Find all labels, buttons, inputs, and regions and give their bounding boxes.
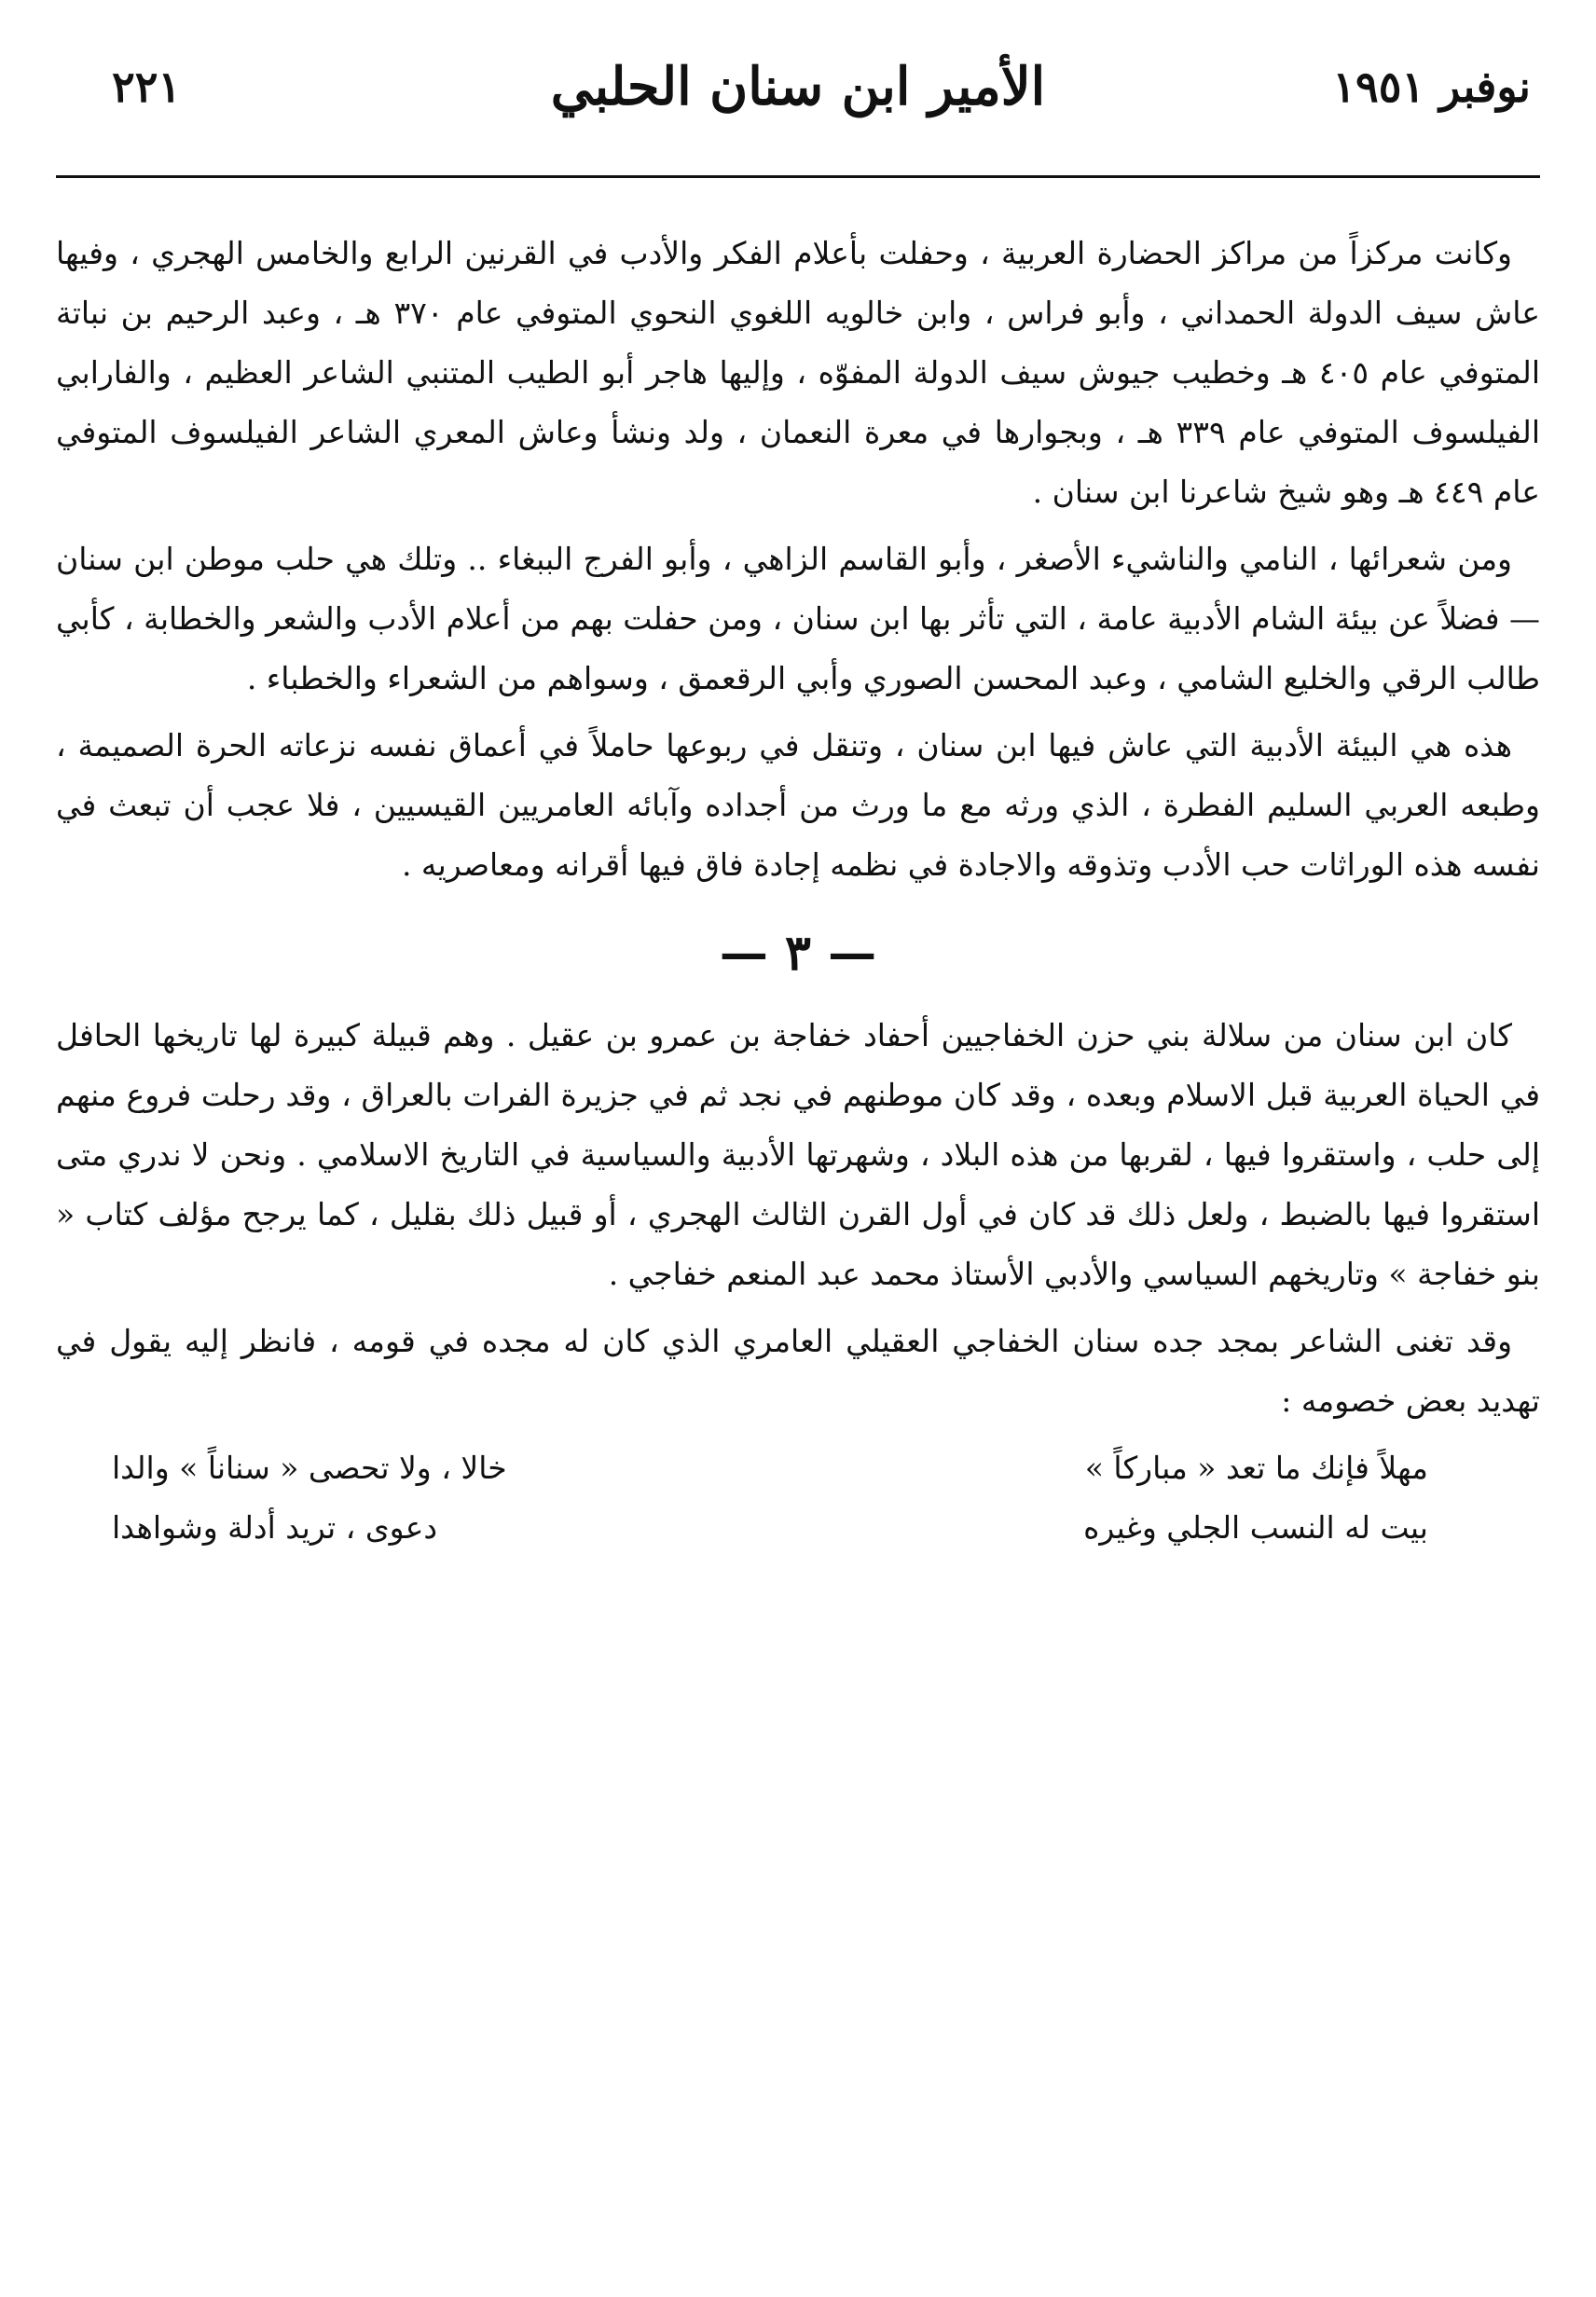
verse-second-hemistich: دعوى ، تريد أدلة وشواهدا xyxy=(112,1509,438,1546)
paragraph: كان ابن سنان من سلالة بني حزن الخفاجيين أحفاد خفاجة بن عمرو بن عقيل . وهم قبيلة كبيرة لها تاريخها الحافل في الحياة العربية قبل الاسلام وبعده ، وقد كان موطنهم في نجد ثم في جزيرة الفرات بالعراق ، وقد رحلت فروع منهم إلى حلب ، واستقروا فيها ، لقربها من هذه البلاد ، وشهرتها الأدبية والسياسية في التاريخ الاسلامي . ونحن لا ندري متى استقروا فيها بالضبط ، ولعل ذلك قد كان في أول القرن الثالث الهجري ، أو قبيل ذلك بقليل ، كما يرجح مؤلف كتاب « بنو خفاجة » وتاريخهم السياسي والأدبي الأستاذ محمد عبد المنعم خفاجي . xyxy=(56,1017,1540,1292)
page-header xyxy=(56,56,1540,168)
paragraph: وقد تغنى الشاعر بمجد جده سنان الخفاجي العقيلي العامري الذي كان له مجده في قومه ، فانظر إليه يقول في تهديد بعض خصومه : xyxy=(56,1323,1540,1419)
header-title: الأمير ابن سنان الحلبي xyxy=(550,56,1046,117)
verse-first-hemistich: بيت له النسب الجلي وغيره xyxy=(1083,1509,1428,1546)
paragraph: ومن شعرائها ، النامي والناشيء الأصغر ، وأبو القاسم الزاهي ، وأبو الفرج الببغاء .. وتلك هي حلب موطن ابن سنان — فضلاً عن بيئة الشام الأدبية عامة ، التي تأثر بها ابن سنان ، ومن حفلت بهم من أعلام الأدب والشعر والخطابة ، كأبي طالب الرقي والخليع الشامي ، وعبد المحسن الصوري وأبي الرقعمق ، وسواهم من الشعراء والخطباء . xyxy=(56,541,1540,696)
article-body xyxy=(56,224,1540,1558)
verse-line xyxy=(112,1438,1428,1498)
document-page xyxy=(56,56,1540,2275)
paragraph: وكانت مركزاً من مراكز الحضارة العربية ، وحفلت بأعلام الفكر والأدب في القرنين الرابع والخامس الهجري ، وفيها عاش سيف الدولة الحمداني ، وأبو فراس ، وابن خالويه اللغوي النحوي المتوفي عام ٣٧٠ هـ ، وعبد الرحيم بن نباتة المتوفي عام ٤٠٥ هـ وخطيب جيوش سيف الدولة المفوّه ، وإليها هاجر أبو الطيب المتنبي الشاعر العظيم ، والفارابي الفيلسوف المتوفي عام ٣٣٩ هـ ، وبجوارها في معرة النعمان ، ولد ونشأ وعاش المعري الشاعر الفيلسوف المتوفي عام ٤٤٩ هـ وهو شيخ شاعرنا ابن سنان . xyxy=(56,235,1540,510)
header-page-number: ٢٢١ xyxy=(112,62,182,112)
verse-first-hemistich: مهلاً فإنك ما تعد « مباركاً » xyxy=(1084,1450,1428,1486)
section-number: — ٣ — xyxy=(719,925,877,982)
poem xyxy=(56,1438,1540,1558)
header-date: نوفبر ١٩٥١ xyxy=(1332,62,1531,112)
header-rule xyxy=(56,175,1540,178)
paragraph: هذه هي البيئة الأدبية التي عاش فيها ابن سنان ، وتنقل في ربوعها حاملاً في أعماق نفسه نزعاته الحرة الصميمة ، وطبعه العربي السليم الفطرة ، الذي ورثه مع ما ورث من أجداده وآبائه العامريين القيسيين ، فلا عجب أن تبعث في نفسه هذه الوراثات حب الأدب وتذوقه والاجادة في نظمه إجادة فاق فيها أقرانه ومعاصريه . xyxy=(56,727,1540,883)
verse-second-hemistich: خالا ، ولا تحصى « سناناً » والدا xyxy=(112,1450,507,1486)
verse-line xyxy=(112,1498,1428,1558)
